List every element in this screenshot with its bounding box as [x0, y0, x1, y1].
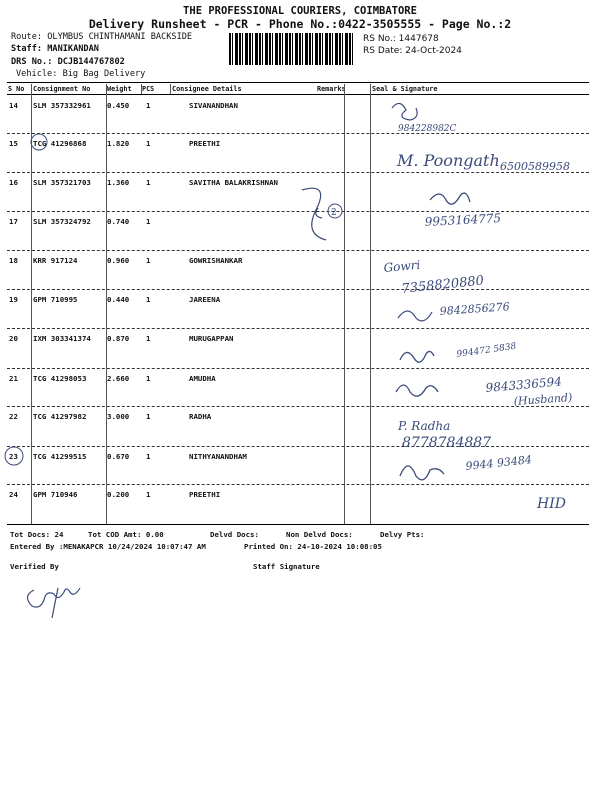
row-sno: 14 — [9, 101, 18, 110]
row-consignee: NITHYANANDHAM — [189, 452, 247, 461]
handwritten-name: M. Poongath — [397, 151, 500, 170]
signature-scribble — [400, 351, 434, 362]
signature-scribble — [398, 311, 432, 321]
col-sno: S No — [8, 85, 25, 93]
rs-date: RS Date: 24-Oct-2024 — [363, 46, 462, 56]
row-sno: 16 — [9, 178, 18, 187]
signature-scribble — [430, 193, 470, 204]
col-consignment: Consignment No — [33, 85, 91, 93]
handwritten-phone: 9843336594 — [485, 374, 563, 395]
row-pcs: 1 — [146, 139, 151, 148]
row-sno: 18 — [9, 256, 18, 265]
row-sno: 23 — [9, 452, 18, 461]
row-pcs: 1 — [146, 412, 151, 421]
circle-mark — [5, 447, 23, 465]
row-sno: 22 — [9, 412, 18, 421]
col-consignee: Consignee Details — [172, 85, 242, 93]
circle-mark — [31, 134, 47, 150]
row-sno: 19 — [9, 295, 18, 304]
row-consignee: AMUDHA — [189, 374, 216, 383]
handwritten-name: P. Radha — [398, 419, 451, 433]
non-delivered-docs: Non Delvd Docs: — [286, 530, 353, 539]
row-consignment: SLM 357321703 — [33, 178, 91, 187]
rs-number: RS No.: 1447678 — [363, 34, 439, 44]
handwritten-note: (Husband) — [513, 390, 573, 408]
row-pcs: 1 — [146, 178, 151, 187]
handwritten-phone: 8778784887 — [402, 435, 492, 451]
row-consignee: SAVITHA BALAKRISHNAN — [189, 178, 278, 187]
vehicle-label: Vehicle: Big Bag Delivery — [16, 69, 146, 79]
handwritten-mark: 2 — [331, 208, 337, 218]
row-consignee: SIVANANDHAN — [189, 101, 238, 110]
row-consignment: TCG 41297982 — [33, 412, 87, 421]
handwritten-phone: 9953164775 — [424, 211, 502, 229]
runsheet-title: Delivery Runsheet - PCR - Phone No.:0422-3505555 - Page No.:2 — [88, 17, 512, 31]
handwritten-phone: 994472 5838 — [456, 341, 517, 360]
row-consignment: KRR 917124 — [33, 256, 78, 265]
row-weight: 0.200 — [107, 490, 130, 499]
handwritten-phone: 9842856276 — [439, 300, 511, 318]
row-consignment: SLM 357324792 — [33, 217, 91, 226]
row-consignment: GPM 710946 — [33, 490, 78, 499]
row-pcs: 1 — [146, 101, 151, 110]
row-weight: 2.660 — [107, 374, 130, 383]
row-weight: 1.360 — [107, 178, 130, 187]
row-weight: 0.960 — [107, 256, 130, 265]
delivered-docs: Delvd Docs: — [210, 530, 259, 539]
row-weight: 0.670 — [107, 452, 130, 461]
staff-label: Staff: MANIKANDAN — [11, 44, 99, 54]
handwritten-phone: 984228982C — [398, 124, 457, 134]
row-weight: 3.000 — [107, 412, 130, 421]
row-consignment: IXM 303341374 — [33, 334, 91, 343]
row-sno: 24 — [9, 490, 18, 499]
verified-by-label: Verified By — [10, 562, 59, 571]
row-consignment: GPM 710995 — [33, 295, 78, 304]
handwritten-phone: 9944 93484 — [464, 453, 533, 473]
row-consignee: MURUGAPPAN — [189, 334, 234, 343]
delivery-points: Delvy Pts: — [380, 530, 425, 539]
row-weight: 1.820 — [107, 139, 130, 148]
handwritten-phone: 7358820880 — [400, 273, 485, 297]
row-sno: 17 — [9, 217, 18, 226]
row-pcs: 1 — [146, 256, 151, 265]
row-consignment: TCG 41299515 — [33, 452, 87, 461]
verifier-signature — [27, 588, 80, 618]
row-pcs: 1 — [146, 334, 151, 343]
row-consignee: JAREENA — [189, 295, 221, 304]
total-docs: Tot Docs: 24 — [10, 530, 64, 539]
curly-mark — [302, 188, 326, 240]
printed-on: Printed On: 24-10-2024 10:08:05 — [244, 542, 382, 551]
signature-scribble — [400, 466, 444, 480]
row-weight: 0.870 — [107, 334, 130, 343]
col-pcs: PCS — [142, 85, 155, 93]
drs-number: DRS No.: DCJB144767802 — [11, 57, 125, 67]
row-consignee: PREETHI — [189, 490, 221, 499]
row-sno: 20 — [9, 334, 18, 343]
route-label: Route: OLYMBUS CHINTHAMANI BACKSIDE — [11, 32, 193, 42]
row-consignee: GOWRISHANKAR — [189, 256, 243, 265]
handwritten-note: HID — [537, 496, 566, 512]
entered-by: Entered By :MENAKAPCR 10/24/2024 10:07:47 AM — [10, 542, 206, 551]
row-consignee: PREETHI — [189, 139, 221, 148]
row-pcs: 1 — [146, 452, 151, 461]
total-cod: Tot COD Amt: 0.00 — [88, 530, 164, 539]
staff-signature-label: Staff Signature — [253, 562, 320, 571]
row-consignment: SLM 357332961 — [33, 101, 91, 110]
row-consignment: TCG 41296868 — [33, 139, 87, 148]
row-pcs: 1 — [146, 217, 151, 226]
row-weight: 0.440 — [107, 295, 130, 304]
row-pcs: 1 — [146, 374, 151, 383]
row-consignment: TCG 41298053 — [33, 374, 87, 383]
row-weight: 0.740 — [107, 217, 130, 226]
handwritten-name: Gowri — [383, 257, 421, 275]
row-weight: 0.450 — [107, 101, 130, 110]
row-sno: 21 — [9, 374, 18, 383]
row-pcs: 1 — [146, 295, 151, 304]
signature-scribble — [396, 385, 438, 396]
row-pcs: 1 — [146, 490, 151, 499]
col-weight: Weight — [107, 85, 132, 93]
col-remarks: Remarks — [317, 85, 346, 93]
company-name: THE PROFESSIONAL COURIERS, COIMBATORE — [183, 5, 417, 17]
signature-scribble — [392, 103, 417, 120]
handwritten-phone: 6500589958 — [500, 160, 570, 173]
row-consignee: RADHA — [189, 412, 212, 421]
row-sno: 15 — [9, 139, 18, 148]
col-seal: Seal & Signature — [372, 85, 438, 93]
